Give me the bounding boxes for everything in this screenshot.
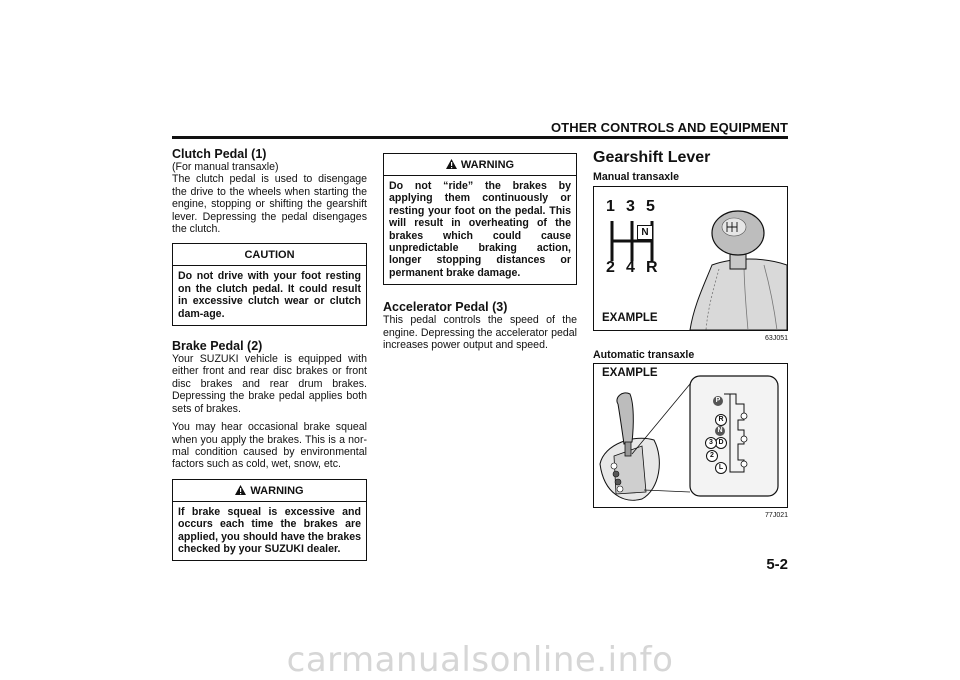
clutch-pedal-subtitle: (For manual transaxle) [172, 161, 279, 173]
gear-5-label: 5 [646, 198, 655, 215]
accelerator-pedal-text: This pedal controls the speed of the engine. Depressing the accelerator pedal increases power output and speed. [383, 314, 577, 352]
section-title: OTHER CONTROLS AND EQUIPMENT [550, 120, 788, 135]
shift-position-l: L [715, 462, 727, 474]
shift-position-d: D [715, 437, 727, 449]
gear-r-label: R [646, 259, 658, 276]
riding-warning-title-row [384, 154, 576, 176]
gearshift-lever-heading: Gearshift Lever [593, 149, 711, 166]
gear-3-label: 3 [626, 198, 635, 215]
warning-icon [446, 159, 457, 169]
manual-example-label: EXAMPLE [602, 312, 658, 324]
brake-warning-title: WARNING [250, 484, 304, 497]
riding-warning-text: Do not “ride” the brakes by applying them continuously or resting your foot on the pedal. This will result in overheating of the brakes which could cause unpredictable braking action, longer stopping distances or permanent brake damage. [389, 180, 571, 279]
riding-warning-box [383, 153, 577, 285]
header-rule [172, 136, 788, 139]
gear-1-label: 1 [606, 198, 615, 215]
brake-warning-box [172, 479, 367, 562]
clutch-pedal-heading: Clutch Pedal (1) [172, 147, 267, 161]
shift-position-n: N [715, 426, 725, 436]
page-number: 5-2 [766, 556, 788, 573]
brake-pedal-heading: Brake Pedal (2) [172, 339, 263, 354]
manual-transaxle-figure [593, 186, 788, 331]
riding-warning-title: WARNING [460, 159, 515, 171]
warning-icon [235, 485, 246, 495]
column-left [172, 147, 367, 561]
brake-pedal-text-2: You may hear occasional brake squeal when you apply the brakes. This is a nor-mal condition caused by environmental factors such as cold, wet, snow, etc. [172, 421, 367, 471]
brake-warning-title-row [173, 480, 366, 502]
caution-box [172, 243, 367, 326]
shift-position-p: P [713, 396, 723, 406]
shift-position-2: 2 [706, 450, 718, 462]
automatic-transaxle-figure [593, 363, 788, 508]
caution-title: CAUTION [173, 244, 366, 266]
automatic-shift-illustration [594, 364, 787, 507]
shift-position-3: 3 [705, 437, 717, 449]
clutch-pedal-text: The clutch pedal is used to disengage the drive to the wheels when starting the engine, stopping or shifting the gearshift lever. Depressing the pedal disengages the clutch. [172, 173, 367, 236]
manual-figure-code: 63J051 [765, 335, 788, 342]
gear-2-label: 2 [606, 259, 615, 276]
brake-warning-text: If brake squeal is excessive and occurs each time the brakes are applied, you should have the brakes checked by your SUZUKI dealer. [178, 505, 361, 555]
brake-pedal-text-1: Your SUZUKI vehicle is equipped with either front and rear disc brakes or front disc brakes and rear drum brakes. Depressing the brake pedal applies both sets of brakes. [172, 353, 367, 415]
automatic-example-label: EXAMPLE [602, 367, 658, 380]
shift-position-r: R [715, 414, 727, 426]
column-right [593, 149, 788, 523]
column-middle [383, 153, 577, 351]
caution-text: Do not drive with your foot resting on the clutch pedal. It could result in excessive clutch wear or clutch dam-age. [178, 270, 361, 320]
accelerator-pedal-heading: Accelerator Pedal (3) [383, 300, 508, 315]
gear-4-label: 4 [626, 259, 635, 276]
manual-transaxle-label: Manual transaxle [593, 171, 679, 183]
watermark: carmanualsonline.info [286, 640, 674, 680]
manual-shift-illustration [594, 187, 787, 330]
automatic-figure-code: 77J021 [765, 512, 788, 520]
neutral-label: N [637, 225, 653, 240]
automatic-transaxle-label: Automatic transaxle [593, 349, 695, 362]
